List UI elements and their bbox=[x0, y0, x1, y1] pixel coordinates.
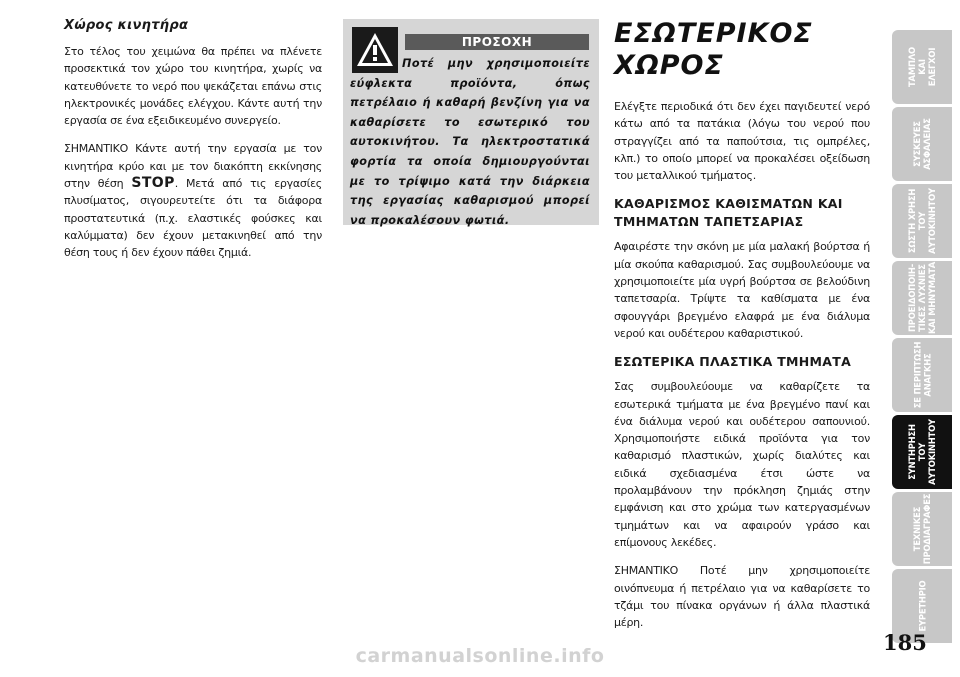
plastic-parts-heading: ΕΣΩΤΕΡΙΚΑ ΠΛΑΣΤΙΚΑ ΤΜΗΜΑΤΑ bbox=[614, 354, 852, 370]
plastic-parts-note: ΣΗΜΑΝΤΙΚΟ Ποτέ μην χρησιμοποιείτε οινόπνευμα ή πετρέλαιο για να καθαρίσετε το τζάμι του πίνακα οργάνων ή άλλα πλαστικά μέρη. bbox=[614, 564, 870, 630]
seats-cleaning-paragraph: Αφαιρέστε την σκόνη με μία μαλακή βούρτσα ή μία σκούπα καθαρισμού. Σας συμβουλεύουμε να χρησιμοποιείτε μία υγρή βούρτσα σε βελούδινη ταπετσαρία. Τρίψτε τα καθίσματα με ένα σφουγγάρι βρεγμένο ελαφρά με ένα διάλυμα νερού και ουδέτερου καθαριστικού. bbox=[614, 240, 870, 340]
tab-maintenance[interactable] bbox=[892, 415, 952, 489]
warning-label: ΠΡΟΣΟΧΗ bbox=[405, 34, 589, 50]
tab-label: ΕΥΡΕΤΗΡΙΟ bbox=[916, 580, 927, 632]
page-title-line-1: ΕΣΩΤΕΡΙΚΟΣ bbox=[614, 18, 813, 49]
page-title-line-2: ΧΩΡΟΣ bbox=[614, 50, 724, 81]
page-number: 185 bbox=[883, 630, 927, 655]
tab-label: ΣΥΝΤΗΡΗΣΗ ΤΟΥ ΑΥΤΟΚΙΝΗΤΟΥ bbox=[907, 419, 938, 485]
engine-bay-heading: Χώρος κινητήρα bbox=[64, 18, 189, 33]
tab-label: ΣΕ ΠΕΡΙΠΤΩΣΗ ΑΝΑΓΚΗΣ bbox=[912, 341, 933, 409]
tab-label: ΤΑΜΠΛΟ ΚΑΙ ΕΛΕΓΧΟΙ bbox=[906, 47, 937, 87]
tab-label: ΣΩΣΤΗ ΧΡΗΣΗ ΤΟΥ ΑΥΤΟΚΙΝΗΤΟΥ bbox=[907, 188, 938, 254]
tab-correct-use[interactable] bbox=[892, 184, 952, 258]
stop-position-label: STOP bbox=[131, 175, 175, 192]
tab-safety-devices[interactable] bbox=[892, 107, 952, 181]
watermark: carmanualsonline.info bbox=[355, 645, 605, 667]
chapter-tabs bbox=[892, 30, 954, 646]
left-column bbox=[64, 18, 322, 273]
right-column bbox=[614, 18, 870, 642]
tab-dashboard-controls[interactable] bbox=[892, 30, 952, 104]
tab-technical-specs[interactable] bbox=[892, 492, 952, 566]
plastic-parts-paragraph: Σας συμβουλεύουμε να καθαρίζετε τα εσωτερικά τμήματα με ένα βρεγμένο πανί και ένα διάλυμα νερού και ουδέτερου σαπουνιού. Χρησιμοποιήστε ειδικά προϊόντα για τον καθαρισμό πλαστικών, χωρίς διαλύτες και ειδικά σχεδιασμένα έτσι ώστε να προλαμβάνουν την πρόκληση ζημιάς στην εμφάνιση και στο χρώμα των κατεργασμένων τμημάτων και να αφαιρούν γράσο και επίμονους λεκέδες. bbox=[614, 380, 870, 549]
tab-label: ΤΕΧΝΙΚΕΣ ΠΡΟΔΙΑΓΡΑΦΕΣ bbox=[912, 493, 932, 565]
important-note-paragraph bbox=[64, 140, 322, 261]
important-note-text-2: . Μετά από τις εργασίες πλυσίματος, σιγουρευτείτε ότι τα διάφορα προστατευτικά (π.χ. ελαστικές φούσκες και καλύμματα) δεν έχουν μετακινηθεί από την θέση τους ή δεν έχουν πάθει ζημιά. bbox=[64, 177, 323, 260]
tab-emergency[interactable] bbox=[892, 338, 952, 412]
warning-text: Ποτέ μην χρησιμοποιείτε εύφλεκτα προϊόντα, όπως πετρέλαιο ή καθαρή βενζίνη για να καθαρίσετε το εσωτερικό του αυτοκινήτου. Τα ηλεκτροστατικά φορτία τα οποία δημιουργούνται με το τρίψιμο κατά την διάρκεια της εργασίας καθαρισμού μπορεί να προκαλέσουν φωτιά. bbox=[350, 57, 590, 227]
important-note-text-1: ΣΗΜΑΝΤΙΚΟ Κάντε αυτή την εργασία με τον κινητήρα κρύο και με τον διακόπτη εκκίνησης στην θέση bbox=[64, 142, 322, 191]
tab-label: ΣΥΣΚΕΥΕΣ ΑΣΦΑΛΕΙΑΣ bbox=[912, 118, 932, 170]
tab-label: ΠΡΟΕΙΔΟΠΟΙΗ- ΤΙΚΕΣ ΛΥΧΝΙΕΣ ΚΑΙ ΜΗΝΥΜΑΤΑ bbox=[907, 261, 937, 335]
seats-cleaning-heading: ΚΑΘΑΡΙΣΜΟΣ ΚΑΘΙΣΜΑΤΩΝ ΚΑΙ ΤΜΗΜΑΤΩΝ ΤΑΠΕΤΣΑΡΙΑΣ bbox=[614, 196, 843, 230]
page-title bbox=[614, 18, 870, 82]
engine-bay-paragraph: Στο τέλος του χειμώνα θα πρέπει να πλένετε προσεκτικά τον χώρο του κινητήρα, χωρίς να κατευθύνετε το νερό που ψεκάζεται επάνω στις ηλεκτρονικές μονάδες ελέγχου. Κάντε αυτή την εργασία σε ένα εξειδικευμένο συνεργείο. bbox=[64, 45, 322, 128]
interior-intro-paragraph: Ελέγξτε περιοδικά ότι δεν έχει παγιδευτεί νερό κάτω από τα πατάκια (λόγω του νερού που στραγγίζει από τα παπούτσια, τις ομπρέλες, κλπ.) το οποίο μπορεί να προκαλέσει οξείδωση του μεταλλικού τμήματος. bbox=[614, 100, 870, 183]
tab-warning-lights[interactable] bbox=[892, 261, 952, 335]
